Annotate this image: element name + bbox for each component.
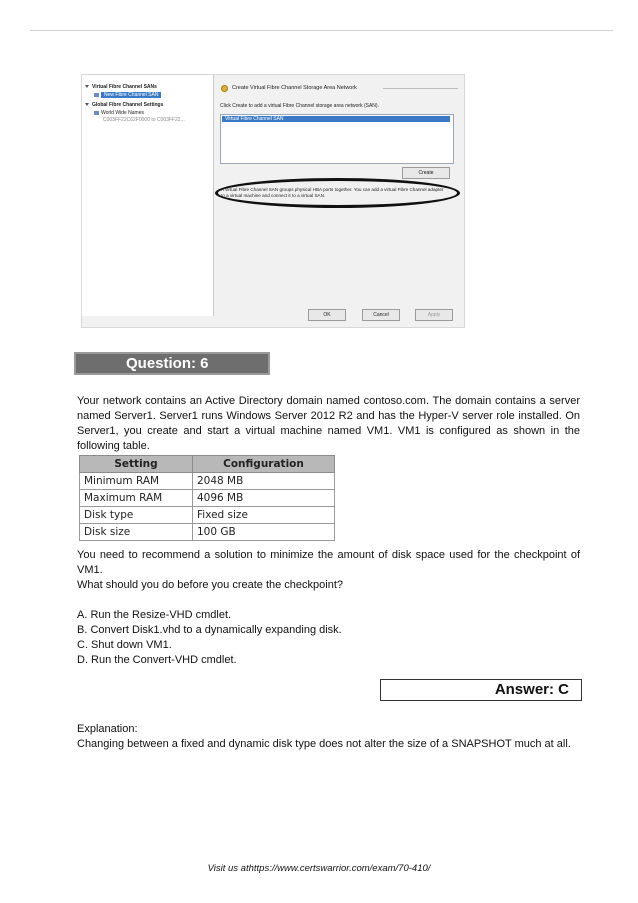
explanation-label: Explanation: [77,723,138,735]
highlight-ellipse [215,178,460,208]
apply-button[interactable]: Apply [415,309,453,321]
tree-item-new-san[interactable]: New Fibre Channel SAN [94,92,161,98]
table-cell: 2048 MB [193,473,335,490]
table-cell: Minimum RAM [80,473,193,490]
wwn-icon [94,111,99,115]
cancel-button[interactable]: Cancel [362,309,400,321]
explanation [77,722,571,752]
settings-table [79,455,335,541]
table-row [80,524,335,541]
explanation-text: Changing between a fixed and dynamic disk type does not alter the size of a SNAPSHOT much at all. [77,738,571,750]
option-b: B. Convert Disk1.vhd to a dynamically expanding disk. [77,624,342,636]
table-cell: Disk type [80,507,193,524]
table-row [80,490,335,507]
table-header: Setting [80,456,193,473]
tree-section-global[interactable]: Global Fibre Channel Settings [85,102,163,108]
title-divider [383,88,458,89]
top-divider [30,30,613,31]
san-create-icon [221,85,228,92]
option-a: A. Run the Resize-VHD cmdlet. [77,609,232,621]
answer-box: Answer: C [380,679,582,701]
dialog-title: Create Virtual Fibre Channel Storage Area Network [232,85,357,91]
tree-wwn-value: C003FF22C62F0000 to C003FF22... [103,117,185,123]
san-icon [94,93,99,97]
table-cell: 100 GB [193,524,335,541]
table-row [80,473,335,490]
san-type-item[interactable]: Virtual Fibre Channel SAN [222,116,450,122]
table-cell: Fixed size [193,507,335,524]
question-need: You need to recommend a solution to minimize the amount of disk space used for the checkpoint of VM1. [77,549,580,576]
answer-options [77,608,580,668]
dialog-screenshot [81,74,465,328]
dialog-instruction: Click Create to add a virtual Fibre Channel storage area network (SAN). [220,103,379,109]
collapse-icon [85,85,89,88]
san-type-list[interactable] [220,114,454,164]
question-paragraph-2 [77,548,580,593]
collapse-icon [85,103,89,106]
table-row [80,507,335,524]
create-button[interactable]: Create [402,167,450,179]
table-cell: Disk size [80,524,193,541]
footer-link[interactable]: Visit us athttps://www.certswarrior.com/exam/70-410/ [207,863,431,874]
question-header: Question: 6 [74,352,270,375]
question-paragraph-1: Your network contains an Active Directory domain named contoso.com. The domain contains a server named Server1. Server1 runs Windows Server 2012 R2 and has the Hyper-V server role installed. On Server1, you create and start a virtual machine named VM1. VM1 is configured as shown in the following table. [77,395,580,452]
table-header: Configuration [193,456,335,473]
table-cell: Maximum RAM [80,490,193,507]
settings-tree [82,75,214,316]
table-header-row [80,456,335,473]
table-cell: 4096 MB [193,490,335,507]
tree-section-sans[interactable]: Virtual Fibre Channel SANs [85,84,157,90]
tree-item-wwn[interactable]: World Wide Names [94,110,144,116]
dialog-description: A virtual Fibre Channel SAN groups physical HBA ports together. You can add a virtual Fibre Channel adapter to a virtual machine and connect it to a virtual SAN. [221,187,444,198]
ok-button[interactable]: OK [308,309,346,321]
question-prompt: What should you do before you create the checkpoint? [77,579,344,591]
option-d: D. Run the Convert-VHD cmdlet. [77,654,237,666]
option-c: C. Shut down VM1. [77,639,172,651]
